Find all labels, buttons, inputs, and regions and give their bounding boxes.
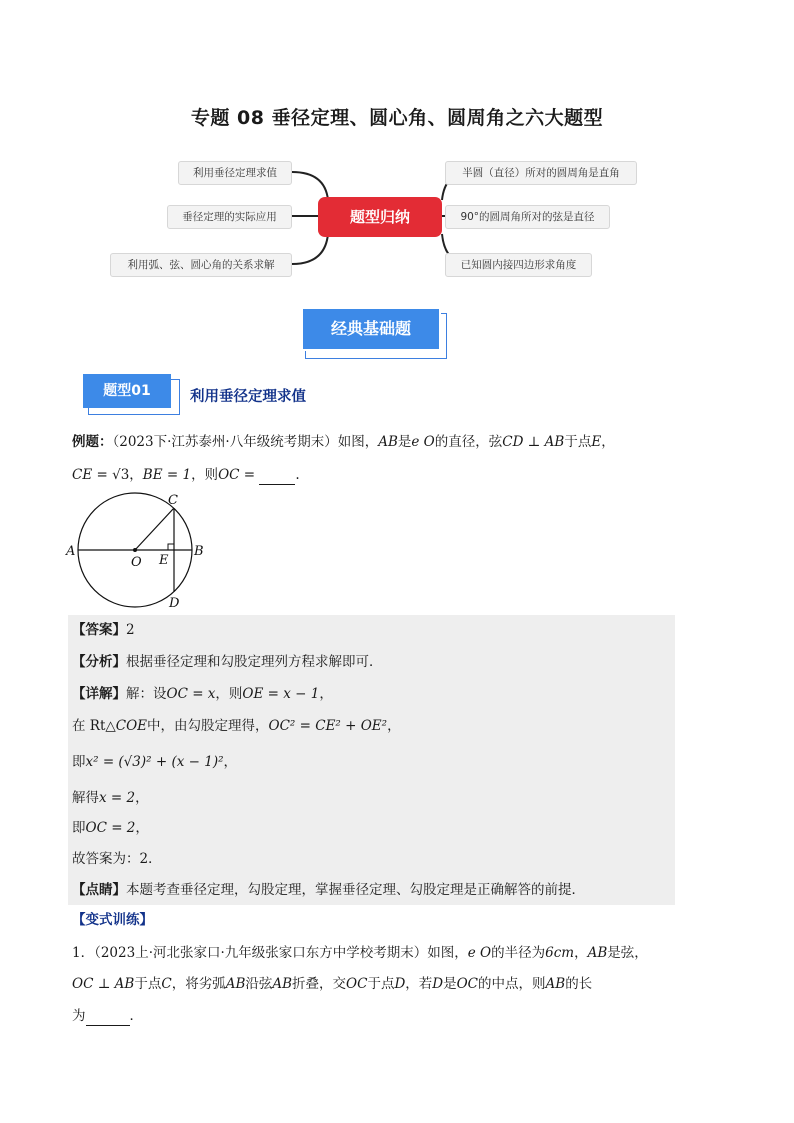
analysis-text: 根据垂径定理和勾股定理列方程求解即可． xyxy=(126,654,383,670)
variant-text: ，将劣弧 xyxy=(171,976,226,992)
math-6cm: 6cm xyxy=(545,945,575,961)
detail-text: ， xyxy=(135,790,149,806)
variant-text: ． xyxy=(129,1008,143,1024)
detail-text: ， xyxy=(223,754,237,770)
detail-line-3 xyxy=(72,752,237,772)
math-circle-o: e O xyxy=(467,945,492,961)
section-badge xyxy=(301,307,445,357)
detail-line-6: 故答案为：2． xyxy=(72,851,162,867)
detail-text: 解得 xyxy=(72,790,99,806)
math-oc-2: OC = 2 xyxy=(85,820,136,836)
math-ab: AB xyxy=(272,976,293,992)
example-text: 的直径，弦 xyxy=(434,434,503,450)
mindmap-left-2: 垂径定理的实际应用 xyxy=(167,205,292,229)
variant-text: 的中点，则 xyxy=(478,976,546,992)
detail-tag: 【详解】 xyxy=(72,686,126,702)
math-ab: AB xyxy=(378,434,398,450)
variant-text: ， xyxy=(574,945,588,961)
answer-blank xyxy=(259,468,295,485)
right-angle-mark xyxy=(168,544,174,550)
answer-line xyxy=(72,620,135,640)
example-source: （2023下·江苏泰州·八年级统考期末） xyxy=(112,434,338,450)
math-oc-x: OC = x xyxy=(166,686,216,702)
variant-text: 是弦， xyxy=(607,945,648,961)
detail-text: 解：设 xyxy=(126,686,167,702)
math-x-2: x = 2 xyxy=(99,790,136,806)
example-text: ， xyxy=(129,467,143,483)
label-d: D xyxy=(169,596,180,611)
math-d: D xyxy=(394,976,406,992)
connector-left-1 xyxy=(292,172,328,200)
answer-tag: 【答案】 xyxy=(72,622,126,638)
variant-text: ，若 xyxy=(405,976,433,992)
detail-text: ， xyxy=(319,686,333,702)
analysis-tag: 【分析】 xyxy=(72,654,126,670)
variant-text: 为 xyxy=(72,1008,86,1024)
math-oc: OC xyxy=(346,976,368,992)
comment-text: 本题考查垂径定理，勾股定理，掌握垂径定理、勾股定理是正确解答的前提． xyxy=(126,882,585,898)
variant-text: 是 xyxy=(443,976,457,992)
variant-text: 沿弦 xyxy=(245,976,273,992)
math-e: E xyxy=(591,434,602,450)
math-oc-perp-ab: OC ⊥ AB xyxy=(72,976,135,992)
connector-left-3 xyxy=(292,234,328,264)
example-text: 于点 xyxy=(564,434,592,450)
math-circle-o: e O xyxy=(411,434,435,450)
example-line-1 xyxy=(72,432,615,452)
answer-blank xyxy=(86,1009,130,1026)
variant-text: 1．（2023上·河北张家口·九年级张家口东方中学校考期末）如图， xyxy=(72,945,468,961)
mindmap-right-1: 半圆（直径）所对的圆周角是直角 xyxy=(445,161,637,185)
center-point xyxy=(133,548,137,552)
math-pythag: OC² = CE² + OE² xyxy=(268,718,388,734)
mindmap-right-2: 90°的圆周角所对的弦是直径 xyxy=(445,205,610,229)
label-e: E xyxy=(159,553,169,568)
variant-q1-line-2 xyxy=(72,974,592,994)
math-ce: CE = xyxy=(72,467,108,483)
variant-text: 于点 xyxy=(367,976,395,992)
mindmap-left-1: 利用垂径定理求值 xyxy=(178,161,292,185)
math-coe: COE xyxy=(115,718,148,734)
page-title: 专题 08 垂径定理、圆心角、圆周角之六大题型 xyxy=(190,107,604,129)
type-label: 利用垂径定理求值 xyxy=(190,389,306,405)
label-b: B xyxy=(194,544,204,559)
circle-figure xyxy=(68,490,218,612)
detail-text: 即 xyxy=(72,820,86,836)
math-oc: OC = xyxy=(218,467,256,483)
detail-text: 在 Rt△ xyxy=(72,718,116,734)
example-text: ，则 xyxy=(191,467,219,483)
variant-tag: 【变式训练】 xyxy=(72,912,153,928)
label-c: C xyxy=(168,493,178,508)
detail-text: 即 xyxy=(72,754,86,770)
answer-value: 2 xyxy=(126,622,135,638)
math-equation: x² = (√3)² + (x − 1)² xyxy=(85,754,224,770)
variant-q1-line-1 xyxy=(72,943,648,963)
detail-line-1 xyxy=(72,684,333,704)
detail-text: ， xyxy=(135,820,149,836)
detail-text: 中，由勾股定理得， xyxy=(147,718,269,734)
mindmap-left-3: 利用弧、弦、圆心角的关系求解 xyxy=(110,253,292,277)
example-text: 是 xyxy=(397,434,412,450)
variant-text: 于点 xyxy=(134,976,162,992)
mindmap-center: 题型归纳 xyxy=(318,197,442,237)
variant-text: 的半径为 xyxy=(491,945,546,961)
example-line-2 xyxy=(72,465,300,485)
math-be: BE = 1 xyxy=(142,467,192,483)
section-badge-label: 经典基础题 xyxy=(301,307,441,351)
math-ab: AB xyxy=(587,945,608,961)
math-oe-x-1: OE = x − 1 xyxy=(242,686,320,702)
variant-text: 折叠，交 xyxy=(292,976,347,992)
math-cd-perp-ab: CD ⊥ AB xyxy=(502,434,565,450)
variant-q1-line-3 xyxy=(72,1006,143,1026)
type-badge xyxy=(83,374,179,414)
detail-line-5 xyxy=(72,818,149,838)
math-oc: OC xyxy=(456,976,479,992)
math-ab: AB xyxy=(545,976,566,992)
detail-text: ，则 xyxy=(215,686,243,702)
math-ab: AB xyxy=(225,976,246,992)
example-text: 如图， xyxy=(337,434,379,450)
comment-line xyxy=(72,880,585,900)
comment-tag: 【点睛】 xyxy=(72,882,126,898)
label-o: O xyxy=(131,555,142,570)
variant-text: 的长 xyxy=(565,976,593,992)
example-text: ， xyxy=(601,434,615,450)
example-prefix: 例题： xyxy=(72,434,113,450)
label-a: A xyxy=(66,544,76,559)
mindmap-right-3: 已知圆内接四边形求角度 xyxy=(445,253,592,277)
math-d: D xyxy=(432,976,444,992)
analysis-line xyxy=(72,652,383,672)
math-c: C xyxy=(161,976,172,992)
detail-line-4 xyxy=(72,788,149,808)
detail-line-2 xyxy=(72,716,401,736)
math-sqrt3: √3 xyxy=(112,467,130,483)
type-badge-label: 题型01 xyxy=(83,374,171,408)
detail-text: ， xyxy=(387,718,401,734)
example-text: . xyxy=(295,467,300,483)
